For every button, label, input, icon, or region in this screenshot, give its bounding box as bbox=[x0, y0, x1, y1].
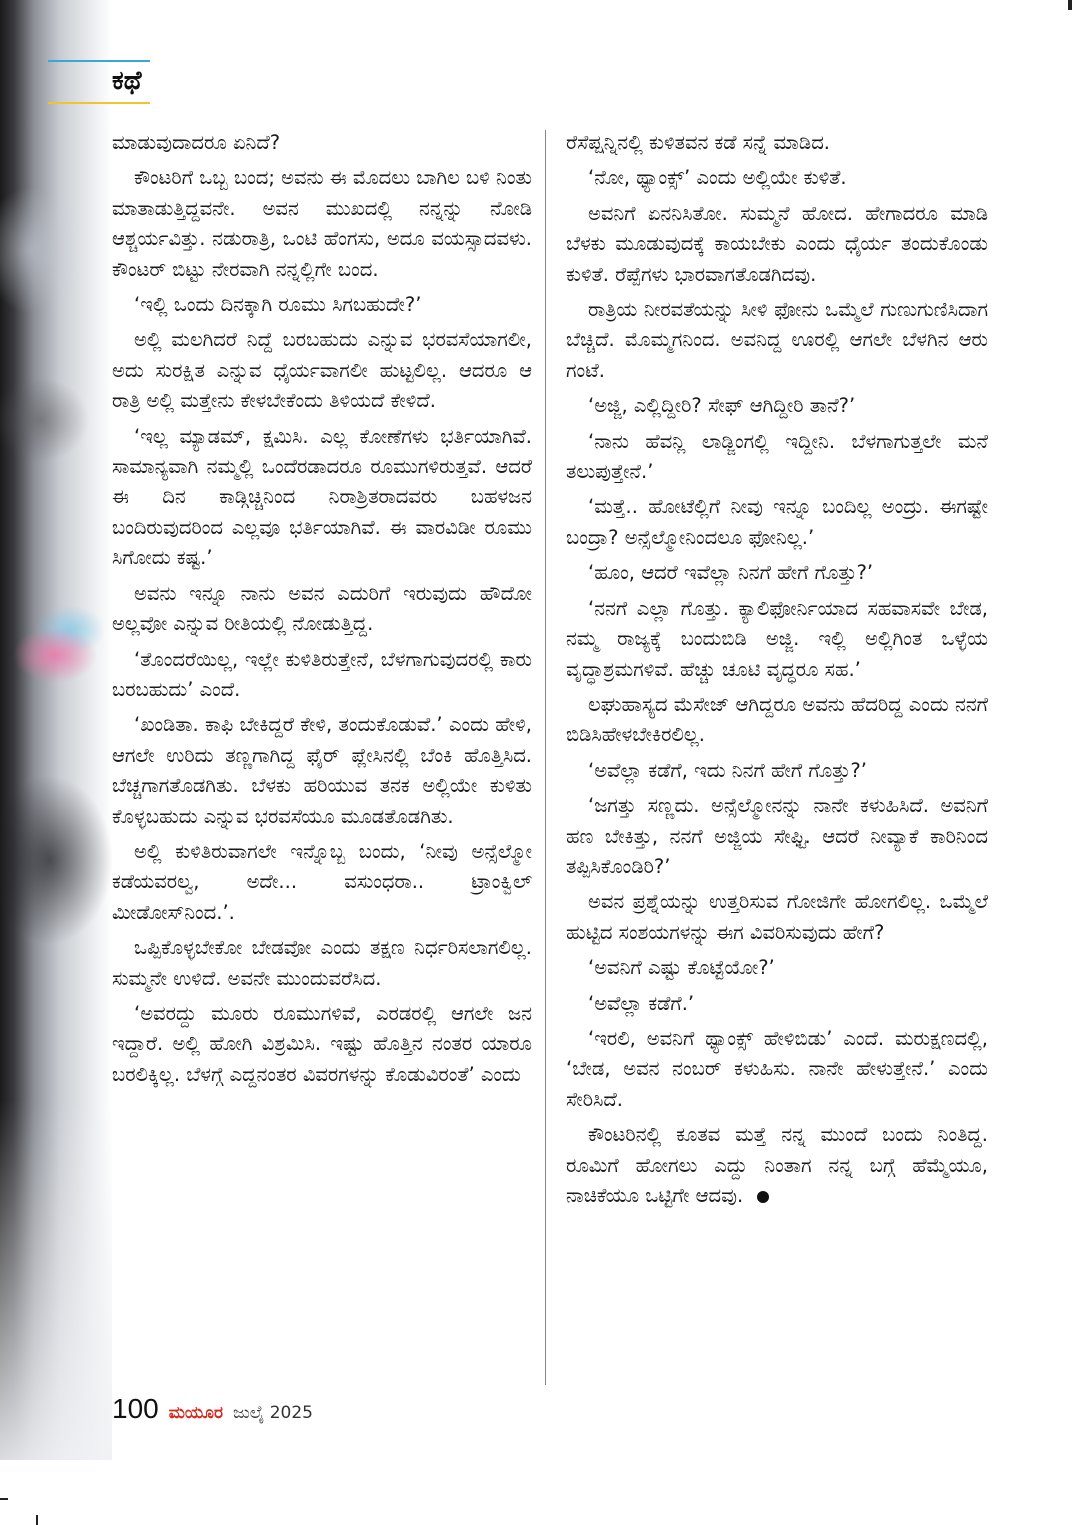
article-column-right bbox=[566, 128, 988, 1216]
decorative-side-artwork bbox=[0, 0, 112, 1460]
paragraph-text: ‘ಖಂಡಿತಾ. ಕಾಫಿ ಬೇಕಿದ್ದರೆ ಕೇಳಿ, ತಂದುಕೊಡುವೆ.’ ಎಂದು ಹೇಳಿ, ಆಗಲೇ ಉರಿದು ತಣ್ಣಗಾಗಿದ್ದ ಫೈರ್ ಪ್ಲೇಸಿನಲ್ಲಿ ಬೆಂಕಿ ಹೊತ್ತಿಸಿದ. ಬೆಚ್ಚಗಾಗತೊಡಗಿತು. ಬೆಳಕು ಹರಿಯುವ ತನಕ ಅಲ್ಲಿಯೇ ಕುಳಿತು ಕೊಳ್ಳಬಹುದು ಎನ್ನುವ ಭರವಸೆಯೂ ಮೂಡತೊಡಗಿತು. bbox=[112, 713, 532, 828]
paragraph-text: ‘ಇರಲಿ, ಅವನಿಗೆ ಥ್ಯಾಂಕ್ಸ್ ಹೇಳಿಬಿಡು’ ಎಂದೆ. ಮರುಕ್ಷಣದಲ್ಲಿ, ‘ಬೇಡ, ಅವನ ನಂಬರ್ ಕಳುಹಿಸು. ನಾನೇ ಹೇಳುತ್ತೇನೆ.’ ಎಂದು ಸೇರಿಸಿದೆ. bbox=[566, 1026, 988, 1111]
paragraph-text: ‘ಹೂಂ, ಆದರೆ ಇವೆಲ್ಲಾ ನಿನಗೆ ಹೇಗೆ ಗೊತ್ತು?’ bbox=[588, 561, 874, 585]
header-rule-yellow bbox=[48, 102, 150, 104]
section-title: ಕಥೆ bbox=[112, 66, 142, 96]
article-paragraph bbox=[566, 199, 988, 290]
article-paragraph bbox=[112, 837, 532, 928]
paragraph-text: ರೆಸೆಪ್ಷನ್ನಿನಲ್ಲಿ ಕುಳಿತವನ ಕಡೆ ಸನ್ನೆ ಮಾಡಿದ. bbox=[566, 131, 830, 154]
paragraph-text: ‘ಅಜ್ಜಿ, ಎಲ್ಲಿದ್ದೀರಿ? ಸೇಫ್ ಆಗಿದ್ದೀರಿ ತಾನೆ?’ bbox=[588, 394, 856, 418]
article-paragraph bbox=[566, 594, 988, 685]
paragraph-text: ‘ಜಗತ್ತು ಸಣ್ಣದು. ಅನ್ಸೆಲ್ಮೋನನ್ನು ನಾನೇ ಕಳುಹಿಸಿದೆ. ಅವನಿಗೆ ಹಣ ಬೇಕಿತ್ತು, ನನಗೆ ಅಜ್ಜಿಯ ಸೇಫ್ಟಿ. ಆದರೆ ನೀವ್ಯಾಕೆ ಕಾರಿನಿಂದ ತಪ್ಪಿಸಿಕೊಂಡಿರಿ?’ bbox=[566, 794, 988, 878]
article-paragraph bbox=[112, 933, 532, 994]
paragraph-text: ಅವನಿಗೆ ಏನನಿಸಿತೋ. ಸುಮ್ಮನೆ ಹೋದ. ಹೇಗಾದರೂ ಮಾಡಿ ಬೆಳಕು ಮೂಡುವುದಕ್ಕೆ ಕಾಯಬೇಕು ಎಂದು ಧೈರ್ಯ ತಂದುಕೊಂಡು ಕುಳಿತೆ. ರೆಪ್ಪೆಗಳು ಭಾರವಾಗತೊಡಗಿದವು. bbox=[566, 201, 988, 286]
article-paragraph bbox=[112, 325, 532, 416]
paragraph-text: ‘ತೊಂದರೆಯಿಲ್ಲ, ಇಲ್ಲೇ ಕುಳಿತಿರುತ್ತೇನೆ, ಬೆಳಗಾಗುವುದರಲ್ಲಿ ಕಾರು ಬರಬಹುದು’ ಎಂದೆ. bbox=[112, 647, 532, 701]
story-end-bullet-icon bbox=[757, 1191, 769, 1203]
paragraph-text: ‘ನಾನು ಹೆವನ್ಲಿ ಲಾಡ್ಜಿಂಗಲ್ಲಿ ಇದ್ದೀನಿ. ಬೆಳಗಾಗುತ್ತಲೇ ಮನೆ ತಲುಪುತ್ತೇನೆ.’ bbox=[566, 429, 988, 484]
article-paragraph bbox=[112, 710, 532, 832]
article-paragraph bbox=[566, 791, 988, 882]
paragraph-text: ಕೌಂಟರಿಗೆ ಒಬ್ಬ ಬಂದ; ಅವನು ಈ ಮೊದಲು ಬಾಗಿಲ ಬಳಿ ನಿಂತು ಮಾತಾಡುತ್ತಿದ್ದವನೇ. ಅವನ ಮುಖದಲ್ಲಿ ನನ್ನನ್ನು ನೋಡಿ ಆಶ್ಚರ್ಯವಿತ್ತು. ನಡುರಾತ್ರಿ, ಒಂಟಿ ಹೆಂಗಸು, ಅದೂ ವಯಸ್ಸಾದವಳು. ಕೌಂಟರ್ ಬಿಟ್ಟು ನೇರವಾಗಿ ನನ್ನಲ್ಲಿಗೇ ಬಂದ. bbox=[112, 166, 533, 281]
paragraph-text: ‘ಇಲ್ಲ ಮ್ಯಾಡಮ್, ಕ್ಷಮಿಸಿ. ಎಲ್ಲ ಕೋಣೆಗಳು ಭರ್ತಿಯಾಗಿವೆ. ಸಾಮಾನ್ಯವಾಗಿ ನಮ್ಮಲ್ಲಿ ಒಂದೆರಡಾದರೂ ರೂಮುಗಳಿರುತ್ತವೆ. ಆದರೆ ಈ ದಿನ ಕಾಡ್ಗಿಚ್ಚಿನಿಂದ ನಿರಾಶ್ರಿತರಾದವರು ಬಹಳಜನ ಬಂದಿರುವುದರಿಂದ ಎಲ್ಲವೂ ಭರ್ತಿಯಾಗಿವೆ. ಈ ವಾರವಿಡೀ ರೂಮು ಸಿಗೋದು ಕಷ್ಟ.’ bbox=[112, 424, 532, 570]
page-footer bbox=[112, 1393, 313, 1425]
paragraph-text: ‘ಅವನಿಗೆ ಎಷ್ಟು ಕೊಟ್ಟೆಯೋ?’ bbox=[588, 956, 775, 980]
paragraph-text: ಅಲ್ಲಿ ಮಲಗಿದರೆ ನಿದ್ದೆ ಬರಬಹುದು ಎನ್ನುವ ಭರವಸೆಯಾಗಲೀ, ಅದು ಸುರಕ್ಷಿತ ಎನ್ನುವ ಧೈರ್ಯವಾಗಲೀ ಹುಟ್ಟಲಿಲ್ಲ. ಆದರೂ ಆ ರಾತ್ರಿ ಅಲ್ಲಿ ಮತ್ತೇನು ಕೇಳಬೇಕೆಂದು ತಿಳಿಯದೆ ಕೇಳಿದೆ. bbox=[112, 328, 532, 413]
article-paragraph bbox=[112, 422, 532, 574]
article-paragraph bbox=[566, 492, 988, 553]
article-column-left bbox=[112, 128, 532, 1095]
article-paragraph bbox=[566, 756, 988, 786]
article-paragraph bbox=[112, 645, 532, 706]
paragraph-text: ಮಾಡುವುದಾದರೂ ಏನಿದೆ? bbox=[112, 131, 281, 154]
article-paragraph bbox=[566, 953, 988, 983]
article-paragraph bbox=[112, 290, 532, 320]
header-rule-blue bbox=[48, 60, 150, 62]
article-paragraph bbox=[566, 989, 988, 1019]
article-paragraph bbox=[112, 128, 532, 158]
article-paragraph bbox=[566, 391, 988, 421]
article-paragraph bbox=[566, 427, 988, 488]
article-paragraph bbox=[566, 1120, 988, 1211]
article-paragraph bbox=[566, 163, 988, 193]
article-paragraph bbox=[112, 999, 532, 1090]
paragraph-text: ‘ಅವೆಲ್ಲಾ ಕಡೆಗೆ.’ bbox=[588, 991, 695, 1015]
crop-mark bbox=[36, 1515, 38, 1525]
paragraph-text: ಲಘುಹಾಸ್ಯದ ಮೆಸೇಜ್ ಆಗಿದ್ದರೂ ಅವನು ಹೆದರಿದ್ದ ಎಂದು ನನಗೆ ಬಿಡಿಸಿಹೇಳಬೇಕಿರಲಿಲ್ಲ. bbox=[566, 692, 988, 747]
issue-date: ಜುಲೈ 2025 bbox=[232, 1403, 313, 1423]
article-paragraph bbox=[566, 690, 988, 751]
paragraph-text: ಕೌಂಟರಿನಲ್ಲಿ ಕೂತವ ಮತ್ತೆ ನನ್ನ ಮುಂದೆ ಬಂದು ನಿಂತಿದ್ದ. ರೂಮಿಗೆ ಹೋಗಲು ಎದ್ದು ನಿಂತಾಗ ನನ್ನ ಬಗ್ಗೆ ಹೆಮ್ಮೆಯೂ, ನಾಚಿಕೆಯೂ ಒಟ್ಟಿಗೇ ಆದವು. bbox=[566, 1123, 988, 1207]
paragraph-text: ಅಲ್ಲಿ ಕುಳಿತಿರುವಾಗಲೇ ಇನ್ನೊಬ್ಬ ಬಂದು, ‘ನೀವು ಅನ್ಸೆಲ್ಮೋ ಕಡೆಯವರಲ್ವ, ಅದೇ... ವಸುಂಧರಾ.. ಟ್ರಾಂಕ್ವಿಲ್ ಮೀಡೋಸ್‌ನಿಂದ.’. bbox=[112, 839, 532, 924]
page-number: 100 bbox=[112, 1393, 159, 1424]
paragraph-text: ‘ನನಗೆ ಎಲ್ಲಾ ಗೊತ್ತು. ಕ್ಯಾಲಿಫೋರ್ನಿಯಾದ ಸಹವಾಸವೇ ಬೇಡ, ನಮ್ಮ ರಾಜ್ಯಕ್ಕೆ ಬಂದುಬಿಡಿ ಅಜ್ಜಿ. ಇಲ್ಲಿ ಅಲ್ಲಿಗಿಂತ ಒಳ್ಳೆಯ ವೃದ್ಧಾಶ್ರಮಗಳಿವೆ. ಹೆಚ್ಚು ಚೂಟಿ ವೃದ್ಧರೂ ಸಹ.’ bbox=[566, 596, 988, 681]
paragraph-text: ‘ನೋ, ಥ್ಯಾಂಕ್ಸ್’ ಎಂದು ಅಲ್ಲಿಯೇ ಕುಳಿತೆ. bbox=[588, 166, 847, 190]
article-paragraph bbox=[112, 163, 532, 285]
column-divider bbox=[545, 130, 546, 1385]
magazine-logo: ಮಯೂರ bbox=[168, 1403, 223, 1423]
paragraph-text: ‘ಅವೆಲ್ಲಾ ಕಡೆಗೆ, ಇದು ನಿನಗೆ ಹೇಗೆ ಗೊತ್ತು?’ bbox=[588, 758, 867, 782]
article-paragraph bbox=[566, 1024, 988, 1115]
article-paragraph bbox=[112, 579, 532, 640]
paragraph-text: ‘ಮತ್ತೆ.. ಹೋಟೆಲ್ಲಿಗೆ ನೀವು ಇನ್ನೂ ಬಂದಿಲ್ಲ ಅಂದ್ರು. ಈಗಷ್ಟೇ ಬಂದ್ರಾ? ಅನ್ಸೆಲ್ಮೋನಿಂದಲೂ ಫೋನಿಲ್ಲ.’ bbox=[566, 495, 988, 549]
crop-mark bbox=[0, 1498, 8, 1500]
paragraph-text: ‘ಇಲ್ಲಿ ಒಂದು ದಿನಕ್ಕಾಗಿ ರೂಮು ಸಿಗಬಹುದೇ?’ bbox=[134, 293, 422, 317]
paragraph-text: ‘ಅವರದ್ದು ಮೂರು ರೂಮುಗಳಿವೆ, ಎರಡರಲ್ಲಿ ಆಗಲೇ ಜನ ಇದ್ದಾರೆ. ಅಲ್ಲಿ ಹೋಗಿ ವಿಶ್ರಮಿಸಿ. ಇಷ್ಟು ಹೊತ್ತಿನ ನಂತರ ಯಾರೂ ಬರಲಿಕ್ಕಿಲ್ಲ. ಬೆಳಗ್ಗೆ ಎದ್ದನಂತರ ವಿವರಗಳನ್ನು ಕೊಡುವಿರಂತೆ’ ಎಂದು bbox=[112, 1001, 532, 1086]
article-paragraph bbox=[566, 558, 988, 588]
article-paragraph bbox=[566, 128, 988, 158]
paragraph-text: ರಾತ್ರಿಯ ನೀರವತೆಯನ್ನು ಸೀಳಿ ಫೋನು ಒಮ್ಮೆಲೆ ಗುಣುಗುಣಿಸಿದಾಗ ಬೆಚ್ಚಿದೆ. ಮೊಮ್ಮಗನಿಂದ. ಅವನಿದ್ದ ಊರಲ್ಲಿ ಆಗಲೇ ಬೆಳಗಿನ ಆರು ಗಂಟೆ. bbox=[566, 298, 988, 382]
article-paragraph bbox=[566, 295, 988, 386]
paragraph-text: ಅವನು ಇನ್ನೂ ನಾನು ಅವನ ಎದುರಿಗೆ ಇರುವುದು ಹೌದೋ ಅಲ್ಲವೋ ಎನ್ನುವ ರೀತಿಯಲ್ಲಿ ನೋಡುತ್ತಿದ್ದ. bbox=[112, 581, 532, 636]
paragraph-text: ಅವನ ಪ್ರಶ್ನೆಯನ್ನು ಉತ್ತರಿಸುವ ಗೋಜಿಗೇ ಹೋಗಲಿಲ್ಲ. ಒಮ್ಮೆಲೆ ಹುಟ್ಟಿದ ಸಂಶಯಗಳನ್ನು ಈಗ ವಿವರಿಸುವುದು ಹೇಗೆ? bbox=[566, 890, 988, 944]
crop-mark bbox=[1068, 0, 1072, 10]
article-paragraph bbox=[566, 887, 988, 948]
paragraph-text: ಒಪ್ಪಿಕೊಳ್ಳಬೇಕೋ ಬೇಡವೋ ಎಂದು ತಕ್ಷಣ ನಿರ್ಧರಿಸಲಾಗಲಿಲ್ಲ. ಸುಮ್ಮನೇ ಉಳಿದೆ. ಅವನೇ ಮುಂದುವರೆಸಿದ. bbox=[112, 936, 532, 990]
